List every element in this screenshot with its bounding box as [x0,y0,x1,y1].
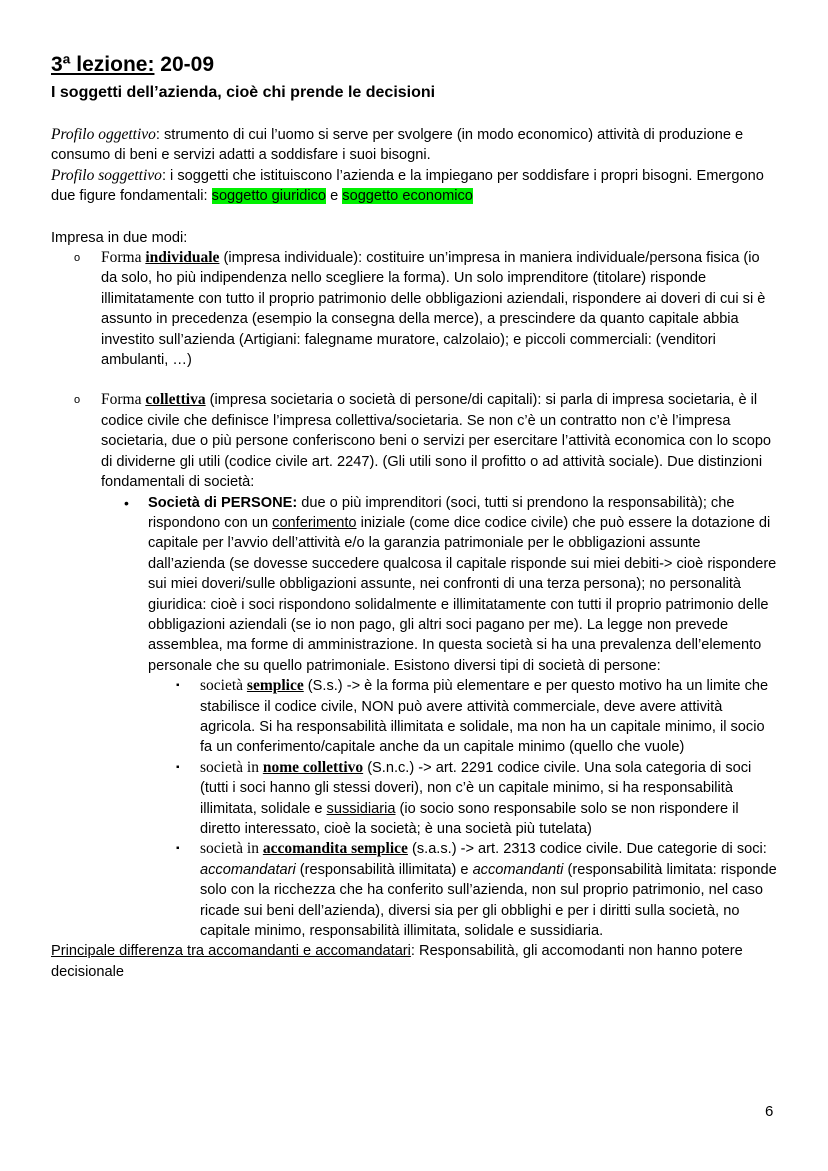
final-text: : Responsabilità, gli accomodanti non hanno potere decisionale [51,943,743,980]
lesson-title [51,52,778,78]
profilo-soggettivo-text: : i soggetti che istituiscono l’azienda e la impiegano per soddisfare i propri bisogni. Emergono due figure fondamentali: [51,167,764,205]
forma-individuale-text: (impresa individuale): costituire un’impresa in maniera individuale/persona fisica (io da solo, ho più indipendenza nello scegliere la forma). Un solo imprenditore (titolare) risponde illimitatamente con tutto il proprio patrimonio delle obbligazioni aziendali, rispondere ai doveri di cui si è assunto in precedenza (esempio la consegna della merce), a prescindere da quanto capitale abbia investito sull’azienda (Artigiani: falegname muratore, calzolaio); e piccoli commerciali: (venditori ambulanti, …) [101,250,766,369]
sas-text-1: (s.a.s.) -> art. 2313 codice civile. Due categorie di soci: [407,841,767,858]
list-item-societa-semplice [51,676,778,758]
profilo-oggettivo-label: Profilo oggettivo [51,126,156,143]
final-label: Principale differenza tra accomandanti e accomandatari [51,943,411,960]
forma-prefix: Forma [101,249,146,267]
list-item-societa-nome-collettivo [51,758,778,840]
lesson-subtitle: I soggetti dell’azienda, cioè chi prende le decisioni [51,84,436,101]
list-item-societa-persone [51,493,778,677]
societa-prefix: società [200,677,247,695]
dot-bullet-icon: • [124,494,129,511]
list-item-forma-individuale [51,248,778,370]
lesson-title-date: 20-09 [154,53,215,76]
accomandatari-term: accomandatari [200,861,296,878]
nome-collettivo-key: nome collettivo [262,758,364,776]
semplice-text: (S.s.) -> è la forma più elementare e per questo motivo ha un limite che stabilisce il codice civile, NON può avere attività commerciale, deve avere attività agricola. Si ha responsabilità illimitata e solidale, ma non ha un capitale minimo, il socio fa un conferimento/capitale anche da un capitale minimo (quello che vuole) [200,678,769,756]
sas-text-3: (responsabilità limitata: risponde solo con la ricchezza che ha conferito sull’azienda, non sul proprio patrimonio, nel caso ricade sui beni dell’azienda), diversi sia per gli obblighi e per i diritti sulla società, no capitale minimo, responsabilità illimitata, solidale e sussidiaria. [200,861,777,940]
highlight-soggetto-economico: soggetto economico [342,188,473,205]
profilo-oggettivo-text: : strumento di cui l’uomo si serve per svolgere (in modo economico) attività di produzione e consumo di beni e servizi adatti a soddisfare i suoi bisogni. [51,127,744,164]
societa-persone-text-1: due o più imprenditori (soci, tutti si prendono la responsabilità); che rispondono con un [148,494,735,531]
conferimento-term: conferimento [272,514,357,531]
list-item-forma-collettiva [51,390,778,492]
circle-bullet-icon: o [74,252,81,265]
forma-collettiva-text: (impresa societaria o società di persone/di capitali): si parla di impresa societaria, è il codice civile che definisce l’impresa collettiva/societaria. Se non c’è un contratto non c’è l’impresa societaria, due o più persone conferiscono beni o servizi per esercitare l’attività economica con lo scopo di dividerne gli utili (codice civile art. 2247). (Gli utili sono il profitto o ad attività sociale). Due distinzioni fondamentali di società: [101,392,772,491]
intro-paragraph [51,125,778,207]
sussidiaria-term: sussidiaria [326,800,396,817]
societa-prefix: società in [200,840,263,858]
semplice-key: semplice [246,677,304,695]
profilo-soggettivo-label: Profilo soggettivo [51,166,162,184]
sas-text-2: (responsabilità illimitata) e [295,861,473,878]
impresa-heading: Impresa in due modi: [51,229,188,246]
accomandita-key: accomandita semplice [262,840,408,858]
forma-collettiva-key: collettiva [145,391,206,409]
forma-individuale-key: individuale [145,249,220,267]
circle-bullet-icon: o [74,394,81,407]
societa-persone-text-2: iniziale (come dice codice civile) che può essere la dotazione di capitale per l’avvio dell’attività e/o la garanzia patrimoniale per le obbligazioni assunte dall’azienda (se dovesse succedere qualcosa il capitale risponde sui miei debiti-> cioè rispondere sui miei doveri/sulle obbligazioni assunte, nei confronti di una terza persona); no personalità giuridica: cioè i soci rispondono solidalmente e illimitatamente con tutti il proprio patrimonio delle obbligazioni aziendali (se io non pago, gli altri soci pagano per me). La legge non prevede assemblea, ma forme di amministrazione. In questa società si ha una prevalenza dell’elemento personale che su quello patrimoniale. Esistono diversi tipi di società di persone: [148,514,777,674]
accomandanti-term: accomandanti [472,861,564,878]
lesson-title-prefix: 3ª lezione: [51,53,155,76]
snc-text-1: (S.n.c.) -> art. 2291 codice civile. Una sola categoria di soci (tutti i soci hanno gli stessi doveri), non c’è un capitale minimo, si ha responsabilità illimitata, solidale e [200,759,752,817]
highlight-soggetto-giuridico: soggetto giuridico [211,188,327,205]
square-bullet-icon: ▪ [176,680,180,692]
snc-text-2: (io socio sono responsabile solo se non rispondere il diretto interessato, cioè la società; è una società più tutelata) [200,800,739,837]
societa-persone-label: Società di PERSONE: [148,494,298,511]
societa-prefix: società in [200,758,263,776]
list-item-societa-accomandita [51,839,778,941]
forma-prefix: Forma [101,391,146,409]
square-bullet-icon: ▪ [176,761,180,773]
page-number: 6 [765,1103,774,1120]
document-page [51,52,778,982]
square-bullet-icon: ▪ [176,843,180,855]
final-paragraph [51,941,778,982]
conjunction: e [326,188,343,205]
